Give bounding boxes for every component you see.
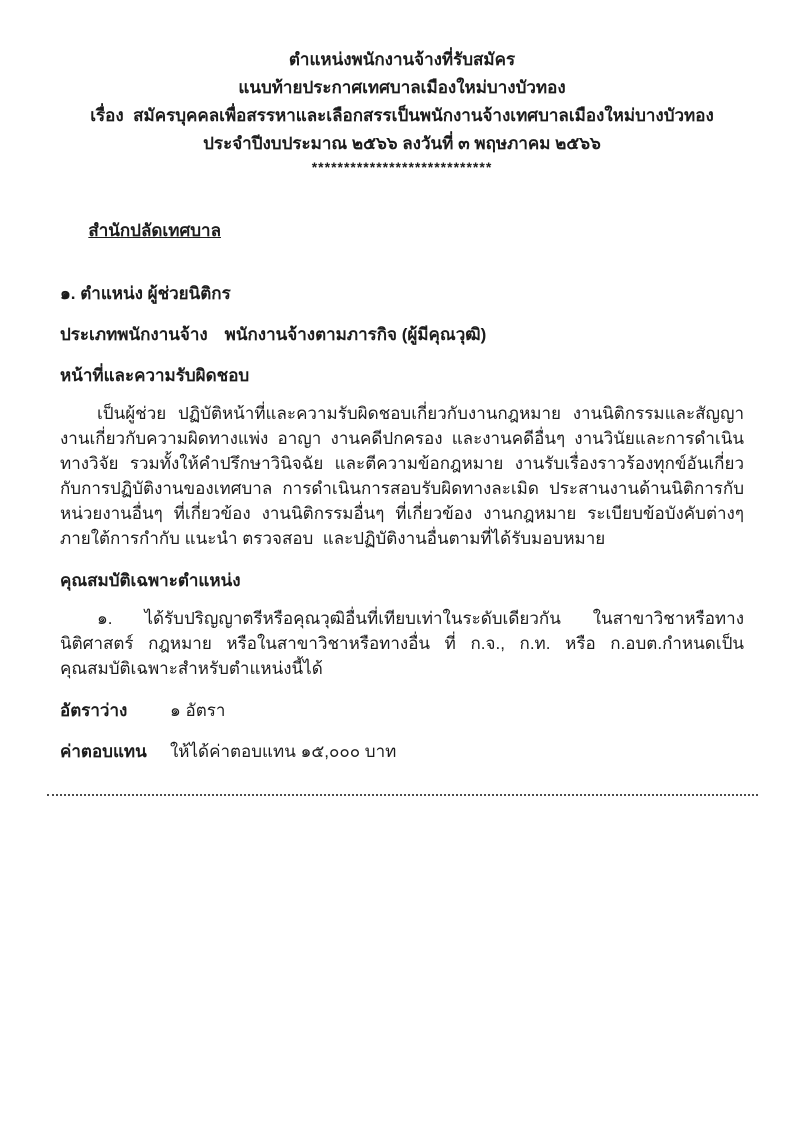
compensation-label: ค่าตอบแทน: [60, 742, 147, 761]
duties-paragraph: เป็นผู้ช่วย ปฏิบัติหน้าที่และความรับผิดชอบเกี่ยวกับงานกฎหมาย งานนิติกรรมและสัญญา งานเกี่ยวกับความผิดทางแพ่ง อาญา งานคดีปกครอง และงานคดีอื่นๆ งานวินัยและการดำเนินทางวิจัย รวมทั้งให้คำปรึกษาวินิจฉัย และตีความข้อกฎหมาย งานรับเรื่องราวร้องทุกข์อันเกี่ยวกับการปฏิบัติงานของเทศบาล การดำเนินการสอบรับผิดทางละเมิด ประสานงานด้านนิติการกับหน่วยงานอื่นๆ ที่เกี่ยวข้อง งานนิติกรรมอื่นๆ ที่เกี่ยวข้อง งานกฎหมาย ระเบียบข้อบังคับต่างๆ ภายใต้การกำกับ แนะนำ ตรวจสอบ และปฏิบัติงานอื่นตามที่ได้รับมอบหมาย: [60, 404, 749, 548]
qualifications-heading: คุณสมบัติเฉพาะตำแหน่ง: [60, 571, 241, 590]
header-title-line2: แนบท้ายประกาศเทศบาลเมืองใหม่บางบัวทอง: [238, 78, 566, 97]
compensation-value: ให้ได้ค่าตอบแทน ๑๕,๐๐๐ บาท: [170, 742, 397, 761]
document-header: [60, 46, 744, 176]
document-body: [60, 198, 749, 796]
header-subject-line: เรื่อง สมัครบุคคลเพื่อสรรหาและเลือกสรรเป็นพนักงานจ้างเทศบาลเมืองใหม่บางบัวทอง: [90, 106, 714, 125]
vacancy-row: [60, 700, 744, 722]
qualifications-paragraph: ๑. ได้รับปริญญาตรีหรือคุณวุฒิอื่นที่เทียบเท่าในระดับเดียวกัน ในสาขาวิชาหรือทางนิติศาสตร์ กฎหมาย หรือในสาขาวิชาหรือทางอื่น ที่ ก.จ., ก.ท. หรือ ก.อบต.กำหนดเป็นคุณสมบัติเฉพาะสำหรับตำแหน่งนี้ได้: [60, 609, 744, 678]
dotted-separator-line: [47, 794, 758, 796]
header-fiscal-line: ประจำปีงบประมาณ ๒๕๖๖ ลงวันที่ ๓ พฤษภาคม ๒๕๖๖: [203, 134, 601, 153]
position-line: ๑. ตำแหน่ง ผู้ช่วยนิติกร: [60, 284, 231, 303]
compensation-row: [60, 741, 744, 763]
header-title-line1: ตำแหน่งพนักงานจ้างที่รับสมัคร: [288, 50, 516, 69]
employment-type-value: พนักงานจ้างตามภารกิจ (ผู้มีคุณวุฒิ): [224, 325, 487, 344]
employment-type-row: [60, 324, 744, 346]
header-separator-stars: ****************************: [311, 159, 493, 175]
vacancy-label: อัตราว่าง: [60, 701, 128, 720]
vacancy-value: ๑ อัตรา: [170, 701, 226, 720]
department-heading: สำนักปลัดเทศบาล: [88, 221, 221, 240]
employment-type-label: ประเภทพนักงานจ้าง: [60, 325, 208, 344]
duties-heading: หน้าที่และความรับผิดชอบ: [60, 366, 250, 385]
department-heading-row: [60, 198, 744, 264]
